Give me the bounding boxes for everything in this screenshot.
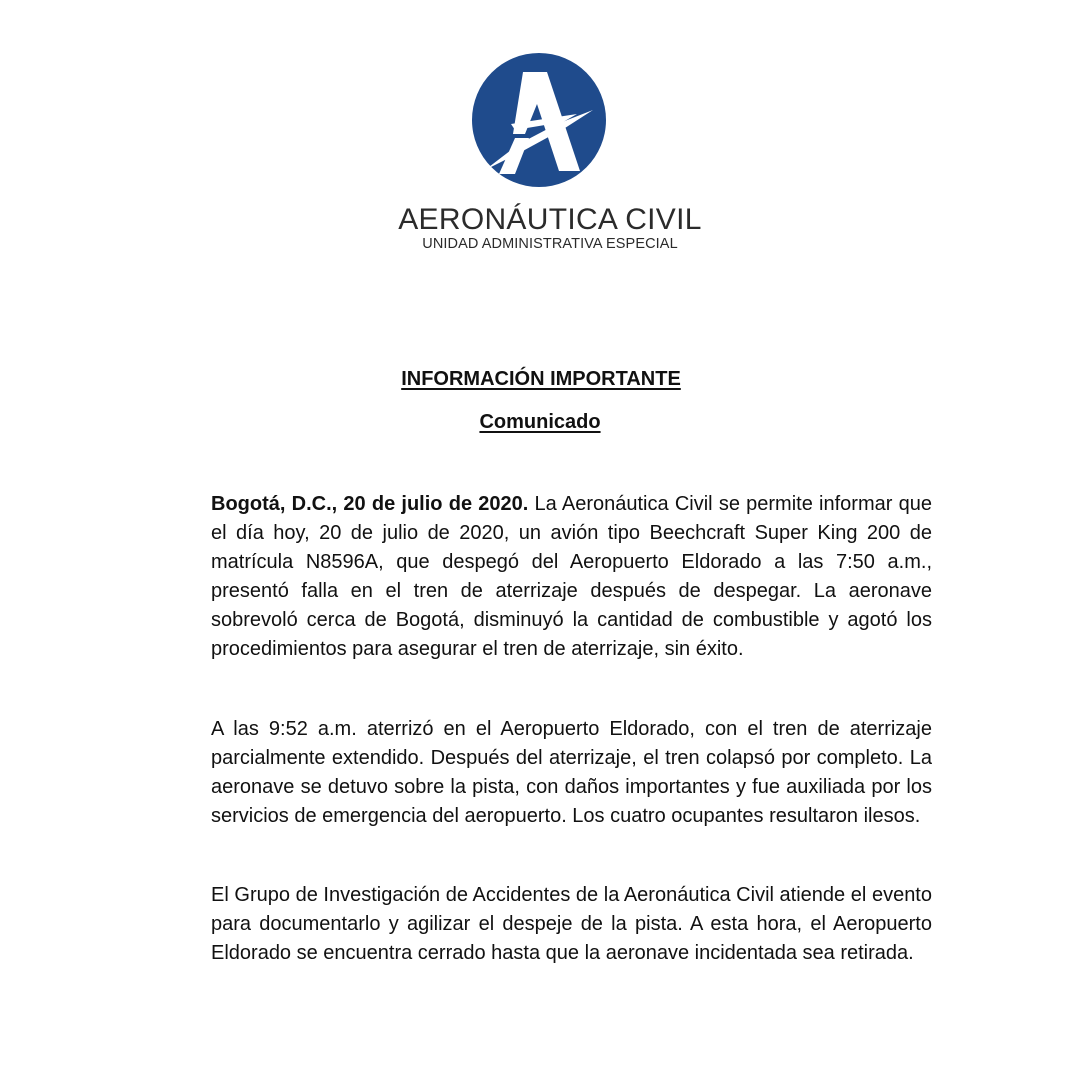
dateline: Bogotá, D.C., 20 de julio de 2020. <box>211 493 529 515</box>
paragraph-1 <box>211 490 932 664</box>
org-name: AERONÁUTICA CIVIL <box>398 203 702 236</box>
document-title: INFORMACIÓN IMPORTANTE <box>401 368 681 390</box>
paragraph-3: El Grupo de Investigación de Accidentes de la Aeronáutica Civil atiende el evento para documentarlo y agilizar el despeje de la pista. A esta hora, el Aeropuerto Eldorado se encuentra cerrado hasta que la aeronave incidentada sea retirada. <box>211 884 932 964</box>
paragraph-2: A las 9:52 a.m. aterrizó en el Aeropuerto Eldorado, con el tren de aterrizaje parcialmente extendido. Después del aterrizaje, el tren colapsó por completo. La aeronave se detuvo sobre la pista, con daños importantes y fue auxiliada por los servicios de emergencia del aeropuerto. Los cuatro ocupantes resultaron ilesos. <box>211 718 932 827</box>
org-subtitle: UNIDAD ADMINISTRATIVA ESPECIAL <box>422 236 678 252</box>
paragraph-1-text: La Aeronáutica Civil se permite informar que el día hoy, 20 de julio de 2020, un avión tipo Beechcraft Super King 200 de matrícula N8596A, que despegó del Aeropuerto Eldorado a las 7:50 a.m., presentó falla en el tren de aterrizaje después de despegar. La aeronave sobrevoló cerca de Bogotá, disminuyó la cantidad de combustible y agotó los procedimientos para asegurar el tren de aterrizaje, sin éxito. <box>211 493 932 660</box>
document-subtitle: Comunicado <box>479 411 601 433</box>
aerocivil-logo-icon <box>471 52 607 188</box>
